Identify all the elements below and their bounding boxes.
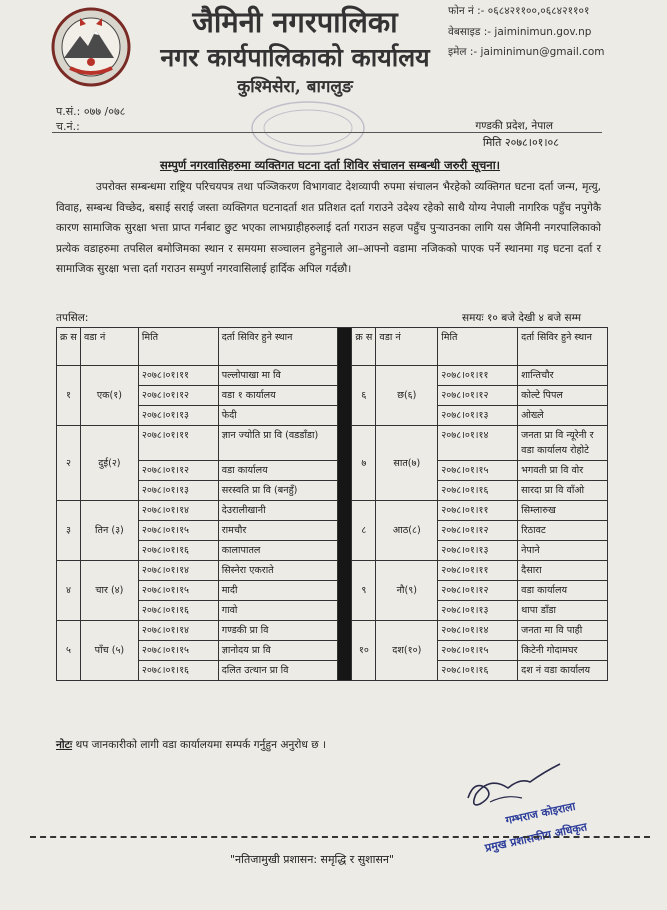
cell-sn-right: ८ [352, 501, 376, 561]
cell-date-right: २०७८।०१।११ [438, 366, 518, 386]
table-row [57, 461, 608, 481]
cell-sn: ५ [57, 621, 81, 681]
cell-date-right: २०७८।०१।१३ [438, 541, 518, 561]
cell-ward: पाँच (५) [80, 621, 138, 681]
table-row [57, 641, 608, 661]
cell-date: २०७८।०१।१२ [138, 386, 218, 406]
cell-place-right: थापा डाँडा [518, 601, 608, 621]
cell-place-right: किटेनी गोदामघर [518, 641, 608, 661]
cell-place: सरस्वति प्रा वि (बनहुँ) [218, 481, 338, 501]
cell-place-right: सिम्लारुख [518, 501, 608, 521]
header-ward: वडा नं [80, 328, 138, 366]
cell-date-right: २०७८।०१।११ [438, 501, 518, 521]
note-text: थप जानकारीको लागी वडा कार्यालयमा सम्पर्क गर्नुहुन अनुरोध छ । [75, 739, 327, 751]
office-seal-stamp-icon [248, 98, 368, 158]
cell-sn: २ [57, 426, 81, 501]
table-row [57, 426, 608, 461]
cell-ward-right: सात(७) [376, 426, 438, 501]
table-row [57, 561, 608, 581]
cell-sn-right: ७ [352, 426, 376, 501]
camp-time: समयः १० बजे देखी ४ बजे सम्म [462, 312, 581, 324]
cell-place: फेदी [218, 406, 338, 426]
cell-date-right: २०७८।०१।१२ [438, 386, 518, 406]
note-label: नोटः [56, 739, 73, 751]
cell-date: २०७८।०१।१२ [138, 461, 218, 481]
notice-body: उपरोक्त सम्बन्धमा राष्ट्रिय परिचयपत्र तथा पञ्जिकरण विभागवाट देशव्यापी रुपमा संचालन भैरहेको व्यक्तिगत घटना दर्ता जन्म, मृत्यु, विवाह, सम्बन्ध विच्छेद, बसाई सराई जस्ता व्यक्तिगत घटनादर्ता शत प्रतिशत दर्ता गराउने उदेश्य रहेको साथै योग्य नेपाली नागरिक पहुँच नपुगेकै कारण सामाजिक सुरक्षा भत्ता प्राप्त गर्नबाट छुट भएका लाभग्राहीहरुलाई दर्ता गराउन सहज पहुँच पुऱ्याउनका लागि यस जैमिनी नगरपालिकाको प्रत्येक वडाहरुमा तपसिल बमोजिमका स्थान र समयमा सञ्चालन हुनेहुनाले आ–आफ्नो वडामा नजिकको पाएक पर्ने स्थानमा गइ घटना दर्ता र सामाजिक सुरक्षा भत्ता दर्ता गराउन सम्पुर्ण नगरवासिलाई हार्दिक अपिल गर्दछौ। [56, 181, 601, 276]
footer-slogan: "नतिजामुखी प्रशासन: समृद्धि र सुशासन" [230, 853, 395, 866]
header-sn: क्र स [57, 328, 81, 366]
office-location: कुश्मिसेरा, बागलुङ [237, 77, 353, 97]
cell-ward-right: आठ(८) [376, 501, 438, 561]
table-row [57, 501, 608, 521]
cell-date: २०७८।०१।१६ [138, 601, 218, 621]
cell-date: २०७८।०१।१४ [138, 621, 218, 641]
cell-date-right: २०७८।०१।१४ [438, 621, 518, 641]
cell-place-right: रिठावट [518, 521, 608, 541]
cell-ward: तिन (३) [80, 501, 138, 561]
province-label: गण्डकी प्रदेश, नेपाल [475, 120, 553, 132]
details-label: तपसिल: [56, 312, 89, 324]
government-emblem-icon [50, 6, 132, 88]
org-name: जैमिनी नगरपालिका [192, 5, 398, 39]
table-row [57, 621, 608, 641]
header-sn-right: क्र स [352, 328, 376, 366]
notice-subject: सम्पुर्ण नगरवासिहरुमा व्यक्तिगत घटना दर्ता शिविर संचालन सम्बन्धी जरुरी सूचना। [159, 158, 501, 172]
cell-ward-right: नौ(९) [376, 561, 438, 621]
stamp-officer-name: गम्भराज कोइराला [504, 799, 577, 828]
table-row [57, 386, 608, 406]
cell-place-right: सारदा प्रा वि वाँओ [518, 481, 608, 501]
cell-date: २०७८।०१।१६ [138, 661, 218, 681]
header-date: मिति [138, 328, 218, 366]
header-divider [52, 132, 602, 133]
table-row [57, 366, 608, 386]
letter-date: मिति २०७८।०१।०८ [482, 136, 559, 149]
cell-date: २०७८।०१।१४ [138, 561, 218, 581]
stamp-officer-title: प्रमुख प्रशासकीय अधिकृत [483, 820, 589, 855]
cell-date-right: २०७८।०१।१५ [438, 461, 518, 481]
cell-sn: १ [57, 366, 81, 426]
cell-place-right: वडा कार्यालय [518, 581, 608, 601]
cell-place: कालापातल [218, 541, 338, 561]
cell-date-right: २०७८।०१।१५ [438, 641, 518, 661]
cell-place-right: ओख्ले [518, 406, 608, 426]
cell-place-right: कोल्टे पिपल [518, 386, 608, 406]
cell-place-right: भगवती प्रा वि वोर [518, 461, 608, 481]
cell-ward-right: दश(१०) [376, 621, 438, 681]
cell-date: २०७८।०१।१५ [138, 521, 218, 541]
cell-place: वडा कार्यालय [218, 461, 338, 481]
cell-date-right: २०७८।०१।११ [438, 561, 518, 581]
contact-website[interactable]: वेबसाइड :- jaiminimun.gov.np [448, 26, 592, 38]
cell-ward: चार (४) [80, 561, 138, 621]
footer-divider [30, 836, 650, 838]
cell-sn-right: १० [352, 621, 376, 681]
cell-place: ज्ञानोदय प्रा वि [218, 641, 338, 661]
cell-date: २०७८।०१।१३ [138, 406, 218, 426]
contact-email[interactable]: इमेल :- jaiminimun@gmail.com [448, 46, 605, 58]
table-row [57, 541, 608, 561]
cell-date: २०७८।०१।१६ [138, 541, 218, 561]
cell-place: देउरालीखानी [218, 501, 338, 521]
header-place-right: दर्ता सिविर हुने स्थान [518, 328, 608, 366]
cell-place: पल्लोपाखा मा वि [218, 366, 338, 386]
header-date-right: मिति [438, 328, 518, 366]
cell-place-right: दश नं वडा कार्यालय [518, 661, 608, 681]
cell-ward: दुई(२) [80, 426, 138, 501]
header-place: दर्ता सिविर हुने स्थान [218, 328, 338, 366]
table-row [57, 661, 608, 681]
table-row [57, 601, 608, 621]
cell-place: गावो [218, 601, 338, 621]
cell-ward-right: छ(६) [376, 366, 438, 426]
cell-ward: एक(१) [80, 366, 138, 426]
cell-place-right: दैसारा [518, 561, 608, 581]
header-ward-right: वडा नं [376, 328, 438, 366]
cell-date-right: २०७८।०१।१३ [438, 406, 518, 426]
dispatch-number: च.नं.: [56, 120, 80, 133]
cell-place: सिस्नेरा एकराते [218, 561, 338, 581]
cell-place: मादी [218, 581, 338, 601]
cell-date-right: २०७८।०१।१२ [438, 521, 518, 541]
letter-reference-number: प.सं.: ०७७ /०७८ [56, 105, 126, 118]
contact-phone: फोन नं :- ०६८४२११००,०६८४२११०१ [448, 5, 590, 17]
cell-sn-right: ९ [352, 561, 376, 621]
cell-sn-right: ६ [352, 366, 376, 426]
notice-note [56, 738, 326, 752]
table-row [57, 406, 608, 426]
camp-schedule-table [56, 327, 608, 681]
office-name: नगर कार्यपालिकाको कार्यालय [160, 43, 430, 72]
cell-place: ज्ञान ज्योति प्रा वि (वडडाँडा) [218, 426, 338, 461]
cell-place-right: शान्तिचौर [518, 366, 608, 386]
cell-sn: ३ [57, 501, 81, 561]
cell-date-right: २०७८।०१।१४ [438, 426, 518, 461]
cell-date: २०७८।०१।११ [138, 426, 218, 461]
cell-date-right: २०७८।०१।१२ [438, 581, 518, 601]
table-row [57, 481, 608, 501]
cell-place-right: जनता प्रा वि न्यूरेनी र वडा कार्यालय रोहोटे [518, 426, 608, 461]
cell-date: २०७८।०१।१३ [138, 481, 218, 501]
cell-place-right: नेपाने [518, 541, 608, 561]
cell-date: २०७८।०१।११ [138, 366, 218, 386]
cell-sn: ४ [57, 561, 81, 621]
cell-place: वडा १ कार्यालय [218, 386, 338, 406]
cell-place-right: जनता मा वि पाही [518, 621, 608, 641]
cell-date-right: २०७८।०१।१६ [438, 481, 518, 501]
table-header-row [57, 328, 608, 366]
table-row [57, 581, 608, 601]
cell-date: २०७८।०१।१५ [138, 641, 218, 661]
table-center-divider [338, 328, 352, 681]
cell-date-right: २०७८।०१।१६ [438, 661, 518, 681]
cell-place: गण्डकी प्रा वि [218, 621, 338, 641]
cell-date: २०७८।०१।१४ [138, 501, 218, 521]
cell-place: रामचौर [218, 521, 338, 541]
cell-date-right: २०७८।०१।१३ [438, 601, 518, 621]
cell-date: २०७८।०१।१५ [138, 581, 218, 601]
table-row [57, 521, 608, 541]
cell-place: दलित उत्थान प्रा वि [218, 661, 338, 681]
